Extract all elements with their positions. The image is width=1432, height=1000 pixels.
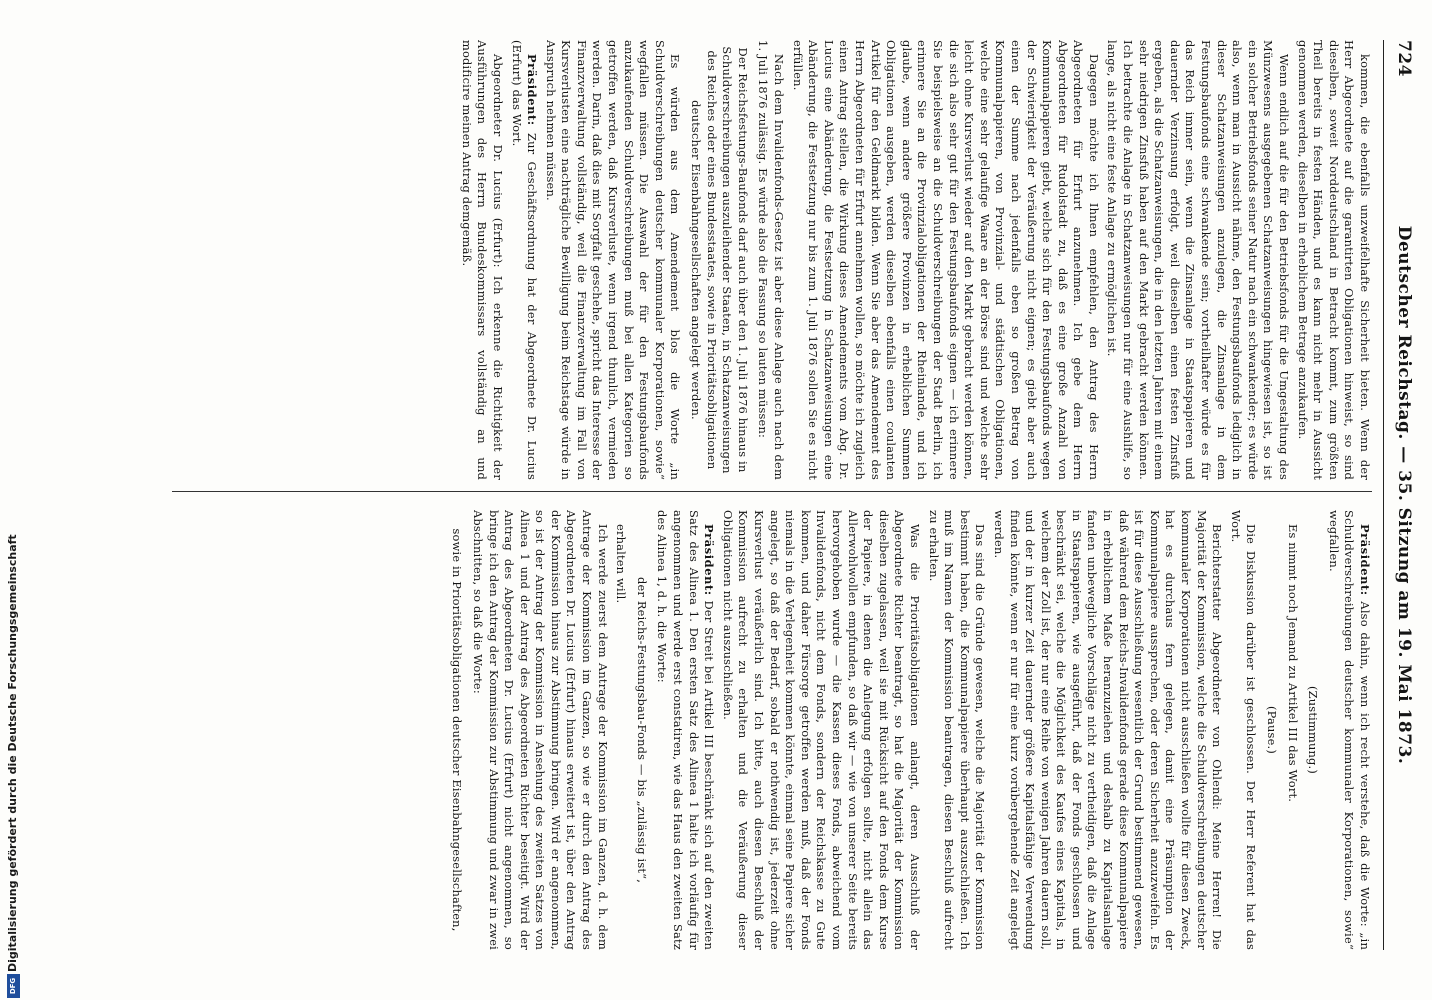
centered-paragraph — [1263, 510, 1279, 950]
text-paragraph — [755, 40, 786, 480]
text-paragraph — [1227, 510, 1258, 950]
text-paragraph — [1294, 40, 1372, 480]
paragraph-text: erhalten will. — [614, 524, 629, 604]
paragraph-text: Was die Prioritätsobligationen anlangt, deren Ausschluß der Abgeordnete Richter beantragt, so hat die Majorität der Kommission dieselben zugelassen, weil sie mit Rücksicht auf den Fonds dem Kurse der Papiere, in denen die Anlegung erfolgen sollte, nicht allein das Allerwohlwollen empfunden, so daß wir — wie von unserer Seite bereits hervorgehoben wurde — die Kassen dieses Fonds, abweichend vom Invalidenfonds, nicht dem Fonds, sondern der Reichskasse zu Gute kommen, und daher Fürsorge getroffen werden muß, daß der Fonds niemals in die Verlegenheit kommen könnte, einmal seine Papiere sicher angelegt, so daß der Bedarf, sobald er nothwendig ist, jederzeit ohne Kursverlust veräußerlich sind. Ich bitte, auch diesen Beschluß der Kommission aufrecht zu erhalten und die Veräußerung dieser Obligationen nicht auszuschließen. — [720, 510, 922, 950]
paragraph-text: sowie in Prioritätsobligationen deutscher Eisenbahngesellschaften, — [450, 528, 465, 932]
header-rule — [1383, 40, 1384, 950]
paragraph-text: Dagegen möchte ich Ihnen empfehlen, den Antrag des Herrn Abgeordneten für Erfurt anzunehmen. Ich gebe dem Herrn Abgeordneten für Rudolstadt zu, daß es eine große Anzahl von Kommunalpapieren giebt, welche sich für den Festungsbaufonds wegen der Schwierigkeit der Veräußerung nicht eignen; es giebt aber auch einen der Summe nach jedenfalls eben so großen Betrag von Kommunalpapieren, von Provinzial- und städtischen Obligationen, welche eine sehr gelaufige Waare an der Börse sind und welche sehr leicht ohne Kursverlust wieder auf den Markt gebracht werden können, die sich also sehr gut für den Festungsbaufonds eignen — ich erinnere Sie beispielsweise an die Schuldverschreibungen der Stadt Berlin, ich erinnere Sie an die Provinzialobligationen der Rheinlande, und ich glaube, wenn andere größere Provinzen in erheblichen Summen Obligationen ausgeben, werden dieselben ebenfalls einen coulanten Artikel für den Geldmarkt bilden. Wenn Sie aber das Amendement des Herrn Abgeordneten für Erfurt annehmen wollen, so möchte ich zugleich einen Antrag stellen, die Wirkung dieses Amendements vom Abg. Dr. Lucius eine Abänderung, die Festsetzung in Schatzanweisungen eine Abänderung, die Festsetzung nur bis zum 1. Juli 1876 sollen Sie es nicht erfüllen. — [790, 40, 1101, 480]
speaker-label: Präsident: — [1358, 524, 1372, 596]
dfg-logo-text: DFG — [9, 977, 18, 995]
paragraph-text: Abgeordneter Dr. Lucius (Erfurt): Ich erkenne die Richtigkeit der Ausführungen des Herrn Bundeskommissars vollständig an und modificire meinen Antrag demgemäß. — [459, 40, 505, 480]
rotated-page-content — [122, 0, 1432, 1000]
paragraph-text: Berichterstatter Abgeordneter von Ohlendi: Meine Herren! Die Majorität der Kommission, welche die Schuldverschreibungen deutscher kommunaler Korporationen nicht ausschließen wollte für diesen Zweck, hat es durchaus fern gelegen, damit eine Präsumption der Kommunalpapiere aussprechen, oder deren Sicherheit anzuzweifeln. Es ist für diese Ausschließung wesentlich der Grund bestimmend gewesen, daß während dem Reichs-Invalidenfonds gerade diese Kommunalpapiere in erheblichem Maße heranzuziehen und deshalb zu Kapitalsanlage fanden unbewegliche Vorschläge nicht zu vertheidigen, daß die Anlage in Staatspapieren, wie ausgeführt, daß der Fonds geschlossen und beschränkt sei, welche die Möglichkeit des Kaufes eines Kapitals, in welchem der Zoll ist, der nur eine Reihe von wenigen Jahren dauern soll, und der in kurzer Zeit dauernder größere Kapitalsfähige Verwendung finden könnte, wenn er nur für eine kurz vorübergehende Zeit angelegt werden. — [991, 510, 1225, 950]
text-paragraph — [789, 40, 1101, 480]
paragraph-text: Zur Geschäftsordnung hat der Abgeordnete Dr. Lucius (Erfurt) das Wort. — [509, 40, 540, 480]
page-title: Deutscher Reichstag. — 35. Sitzung am 19. Mai 1873. — [1394, 225, 1414, 765]
paragraph-text: Es würden aus dem Amendement blos die Worte „in Schuldverschreibungen deutscher kommunaler Korporationen, sowie“ wegfallen müssen. Die Auswahl der für den Festungsbaufonds anzukaufenden Schuldverschreibungen muß bei allen Kategorien so getroffen werden, daß Kursverluste, wenn irgend thunlich, vermieden werden. Darin, daß dies mit Sorgfalt geschehe, spricht das Interesse der Finanzverwaltung vollständig, weil die Finanzverwaltung im Fall von Kursverlusten eine nachträgliche Bewilligung beim Reichstage würde in Anspruch nehmen müssen. — [543, 40, 683, 480]
dfg-logo — [7, 974, 20, 998]
text-paragraph — [990, 510, 1224, 950]
running-head — [1386, 40, 1414, 950]
text-paragraph — [613, 510, 629, 950]
paragraph-text: Die Diskussion darüber ist geschlossen. Der Herr Referent hat das Wort. — [1228, 510, 1259, 950]
text-paragraph — [1284, 510, 1300, 950]
centered-paragraph — [687, 40, 749, 480]
paragraph-text: (Pause.) — [1265, 706, 1280, 754]
paragraph-text: kommen, die ebenfalls unzweifelhafte Sicherheit bieten. Wenn der Herr Abgeordnete auf die garantirten Obligationen hinweist, so sind dieselben, soweit Norddeutschland in Betracht kommt, zum größten Theil bereits in festen Händen, und es kann nicht mehr in Aussicht genommen werden, dieselben in erheblichem Betrage anzukaufen. — [1295, 40, 1372, 480]
paragraph-text: (Zustimmung.) — [1306, 686, 1321, 774]
text-paragraph — [469, 510, 609, 950]
text-paragraph — [925, 510, 987, 950]
text-paragraph — [1104, 40, 1291, 480]
page-number: 724 — [1394, 40, 1414, 77]
paragraph-text: Wenn endlich auf die für den Betriebsfonds für die Umgestaltung des Münzwesens ausgegebenen Schatzanweisungen hingewiesen ist, so ist ein solcher Betriebsfonds seiner Natur nach ein schwankender; es würde also, wenn man in Aussicht nähme, den Festungsbaufonds lediglich in dieser Schatzanweisungen anzulegen, die Zinsanlage in dem Festungsbaufonds eine schwankende sein; vortheilhafter würde es für das Reich immer sein, wenn die Zinsanlage in Staatspapieren und dauernder Verzinsung erfolgt, weil dieselben einen festen Zinsfuß ergeben, als die Schatzanweisungen, die in den letzten Jahren mit einem sehr niedrigen Zinsfuß haben auf den Markt gebracht werden können. Ich betrachte die Anlage in Schatzanweisungen nur für eine Aushilfe, so lange, als nicht eine feste Anlage zu ermöglichen ist. — [1105, 40, 1292, 480]
text-paragraph — [508, 40, 539, 480]
paragraph-text: Das sind die Gründe gewesen, welche die Majorität der Kommission bestimmt haben, die Kommunalpapiere überhaupt auszuschließen. Ich muß im Namen der Kommission beantragen, diesen Beschluß aufrecht zu erhalten. — [926, 510, 988, 950]
paragraph-text: Es nimmt noch Jemand zu Artikel III das Wort. — [1285, 524, 1300, 803]
paragraph-text: der Reichs-Festungsbau-Fonds — bis „zulässig ist“, — [634, 576, 649, 884]
column-divider — [172, 491, 1372, 492]
speaker-label: Präsident: — [525, 54, 540, 126]
digitization-note: Digitalisierung gefördert durch die Deutsche Forschungsgemeinschaft — [6, 534, 19, 972]
text-paragraph — [654, 510, 716, 950]
text-paragraph — [458, 40, 505, 480]
left-column — [152, 40, 1372, 480]
digitization-sidebar — [6, 0, 20, 1000]
paragraph-text: Ich werde zuerst dem Antrage der Kommission im Ganzen, d. h. dem Antrage der Kommission im Ganzen, so wie er durch den Antrag des Abgeordneten Dr. Lucius (Erfurt) hinaus erweitert ist, über den Antrag der Kommission hinaus zur Abstimmung bringen. Wird er angenommen, so ist der Antrag der Kommission in Ansehung des zweiten Satzes von Alinea 1 und der Antrag des Abgeordneten Richter beseitigt. Wird der Antrag des Abgeordneten Dr. Lucius (Erfurt) nicht angenommen, so bringe ich den Antrag der Kommission zur Abstimmung und zwar in zwei Abschnitten, so daß die Worte: — [470, 510, 610, 950]
paragraph-text: Der Reichsfestungs-Baufonds darf auch über den 1. Juli 1876 hinaus in Schuldverschreibungen auszuleihender Staaten, in Schatzanweisungen des Reiches oder eines Bundesstaates, sowie in Prioritätsobligationen deutscher Eisenbahngesellschaften angelegt werden. — [689, 46, 750, 474]
paragraph-text: Also dahin, wenn ich recht verstehe, daß die Worte: „in Schuldverschreibungen deutscher kommunaler Korporationen, sowie“ wegfallen. — [1326, 510, 1372, 950]
centered-paragraph — [633, 510, 649, 950]
text-paragraph — [719, 510, 922, 950]
paragraph-text: Der Streit bei Artikel III beschränkt sich auf den zweiten Satz des Alinea 1. Den ersten Satz des Alinea 1 halte ich vorläufig für angenommen und werde erst constatiren, wie das Haus den zweiten Satz des Alinea 1, d. h. die Worte: — [655, 510, 717, 950]
centered-paragraph — [1305, 510, 1321, 950]
right-column — [152, 510, 1372, 950]
text-paragraph — [542, 40, 682, 480]
centered-paragraph — [449, 510, 465, 950]
text-paragraph — [1325, 510, 1372, 950]
speaker-label: Präsident: — [702, 524, 717, 596]
paragraph-text: Nach dem Invalidenfonds-Gesetz ist aber diese Anlage auch nach dem 1. Juli 1876 zulässig. Es würde also die Fassung so lauten müssen: — [756, 40, 787, 480]
